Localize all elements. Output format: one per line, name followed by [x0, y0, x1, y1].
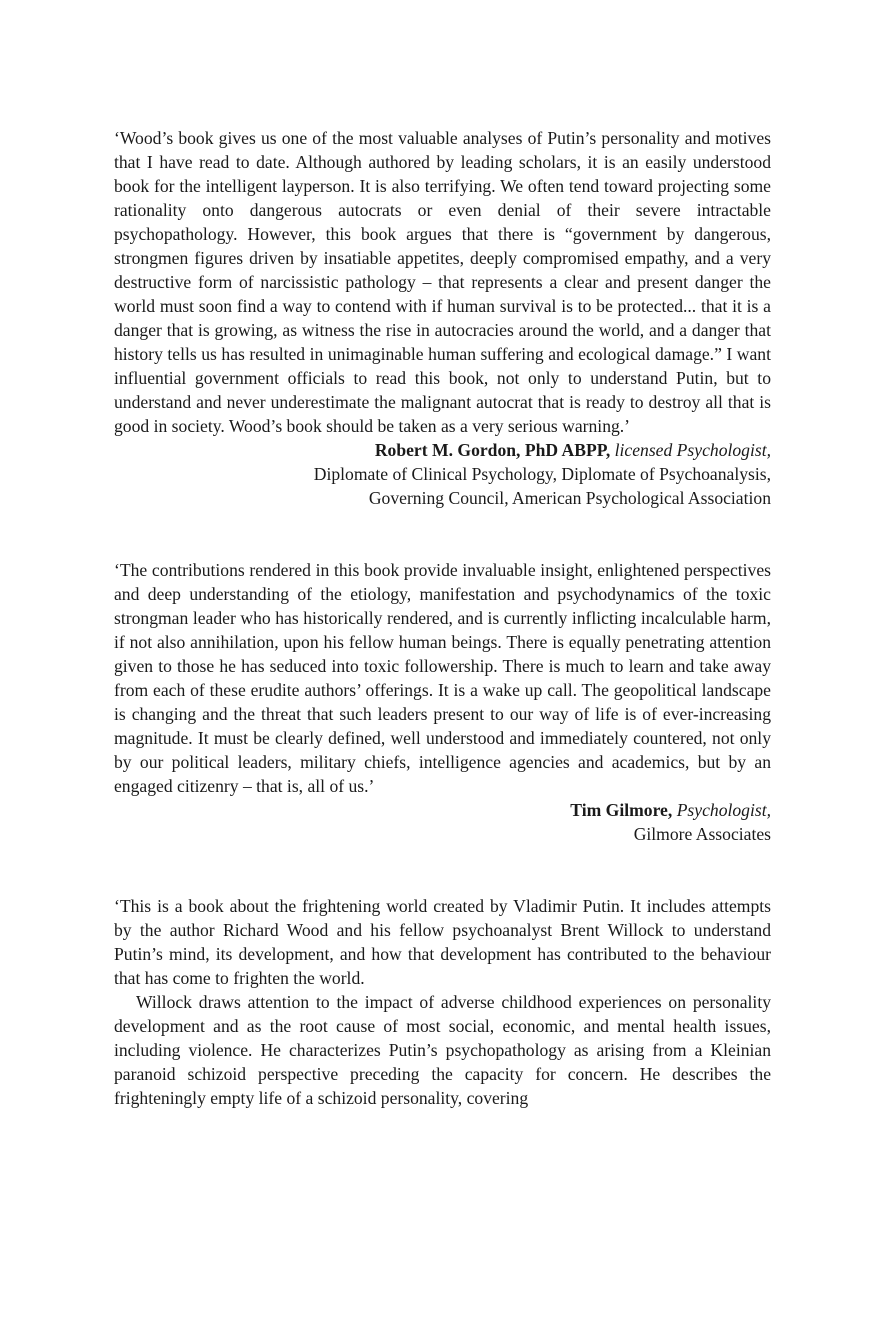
endorsement-attribution: [114, 798, 771, 822]
endorsement-gordon: [114, 126, 771, 510]
endorsement-gilmore: [114, 558, 771, 846]
endorsement-third: [114, 894, 771, 1110]
endorsement-paragraph: Willock draws attention to the impact of adverse childhood experiences on personality development and as the root cause of most social, economic, and mental health issues, including violence. He characterizes Putin’s psychopathology as arising from a Kleinian paranoid schizoid perspective preceding the capacity for concern. He describes the frighteningly empty life of a schizoid personality, covering: [114, 992, 771, 1108]
endorser-name: Tim Gilmore,: [570, 800, 673, 820]
endorsement-paragraph: ‘This is a book about the frightening world created by Vladimir Putin. It includes attempts by the author Richard Wood and his fellow psychoanalyst Brent Willock to understand Putin’s mind, its development, and how that development has contributed to the behaviour that has come to frighten the world.: [114, 896, 771, 988]
endorsement-quote: ‘The contributions rendered in this book provide invaluable insight, enlightened perspectives and deep understanding of the etiology, manifestation and psychodynamics of the toxic strongman leader who has historically rendered, and is currently inflicting incalculable harm, if not also annihilation, upon his fellow human beings. There is equally penetrating attention given to those he has seduced into toxic followership. There is much to learn and take away from each of these erudite authors’ offerings. It is a wake up call. The geopolitical landscape is changing and the threat that such leaders present to our way of life is of ever-increasing magnitude. It must be clearly defined, well understood and immediately countered, not only by our political leaders, military chiefs, intelligence agencies and academics, but by an engaged citizenry – that is, all of us.’: [114, 560, 771, 796]
endorsement-quote: ‘Wood’s book gives us one of the most valuable analyses of Putin’s personality and motives that I have read to date. Although authored by leading scholars, it is an easily understood book for the intelligent layperson. It is also terrifying. We often tend toward projecting some rationality onto dangerous autocrats or even denial of their severe intractable psychopathology. However, this book argues that there is “government by dangerous, strongmen figures driven by insatiable appetites, deeply compromised empathy, and a very destructive form of narcissistic pathology – that represents a clear and present danger the world must soon find a way to contend with if human survival is to be protected... that it is a danger that is growing, as witness the rise in autocracies around the world, and a danger that history tells us has resulted in unimaginable human suffering and ecological damage.” I want influential government officials to read this book, not only to understand Putin, but to understand and never underestimate the malignant autocrat that is ready to destroy all that is good in society. Wood’s book should be taken as a very serious warning.’: [114, 128, 771, 436]
section-spacer: [114, 510, 771, 558]
endorser-role: licensed Psychologist,: [614, 440, 771, 460]
endorser-affiliation: Gilmore Associates: [633, 824, 771, 844]
page-body: [114, 126, 771, 1110]
endorser-name: Robert M. Gordon, PhD ABPP,: [374, 440, 611, 460]
section-spacer: [114, 846, 771, 894]
endorser-credentials: Diplomate of Clinical Psychology, Diplomate of Psychoanalysis,: [313, 464, 771, 484]
endorsement-attribution: [114, 438, 771, 462]
endorser-role: Psychologist,: [676, 800, 771, 820]
endorser-affiliation: Governing Council, American Psychological Association: [368, 488, 771, 508]
